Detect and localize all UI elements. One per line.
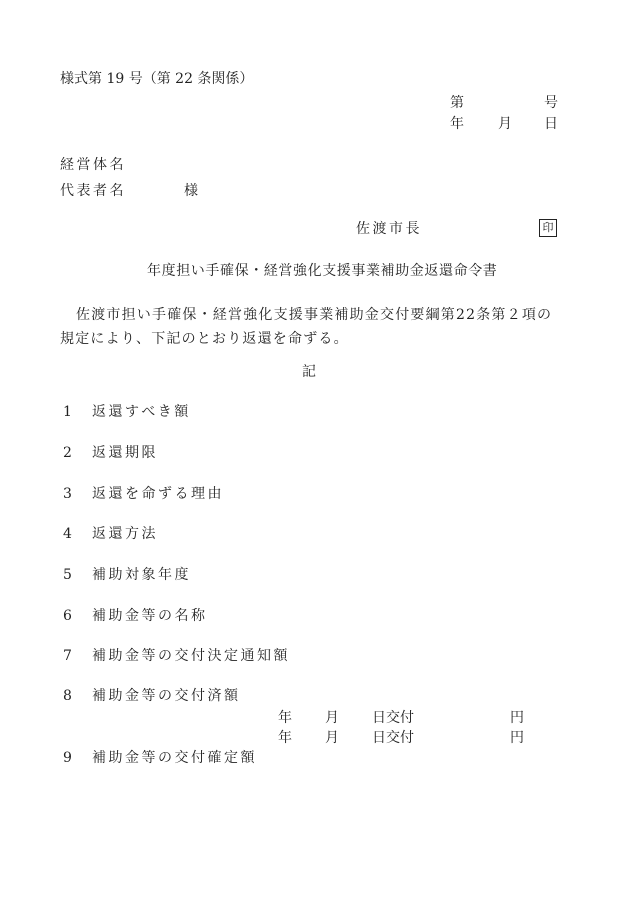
date-year: 年 [450, 116, 464, 132]
payment-month: 月 [325, 710, 339, 726]
item-number: 2 [63, 445, 72, 461]
doc-number-suffix: 号 [544, 95, 558, 111]
seal-mark: 印 [539, 219, 557, 237]
item-label: 返還を命ずる理由 [92, 486, 224, 502]
document-title: 年度担い手確保・経営強化支援事業補助金返還命令書 [147, 263, 498, 279]
item-number: 3 [63, 486, 72, 502]
date-day: 日 [544, 116, 558, 132]
item-number: 5 [63, 567, 72, 583]
item-number: 9 [63, 750, 72, 766]
payment-yen: 円 [510, 730, 524, 746]
doc-number-prefix: 第 [450, 95, 464, 111]
form-number: 様式第 19 号（第 22 条関係） [60, 71, 254, 87]
payment-day-issued: 日交付 [372, 730, 414, 746]
payment-day-issued: 日交付 [372, 710, 414, 726]
item-label: 返還方法 [92, 526, 158, 542]
ki-heading: 記 [302, 364, 316, 380]
item-number: 7 [63, 648, 72, 664]
item-label: 補助金等の交付確定額 [92, 750, 257, 766]
payment-yen: 円 [510, 710, 524, 726]
item-label: 返還期限 [92, 445, 158, 461]
body-text: 佐渡市担い手確保・経営強化支援事業補助金交付要綱第22条第２項の規定により、下記のとおり返還を命ずる。 [60, 307, 553, 347]
issuer-name: 佐渡市長 [356, 221, 422, 237]
item-number: 1 [63, 404, 72, 420]
payment-month: 月 [325, 730, 339, 746]
item-label: 補助金等の名称 [92, 608, 208, 624]
item-label: 返還すべき額 [92, 404, 191, 420]
item-label: 補助金等の交付済額 [92, 688, 241, 704]
honorific: 様 [184, 183, 198, 199]
representative-label: 代表者名 [60, 183, 126, 199]
entity-name-label: 経営体名 [60, 157, 126, 173]
item-label: 補助金等の交付決定通知額 [92, 648, 290, 664]
item-label: 補助対象年度 [92, 567, 191, 583]
item-number: 4 [63, 526, 72, 542]
item-number: 8 [63, 688, 72, 704]
item-number: 6 [63, 608, 72, 624]
payment-year: 年 [278, 710, 292, 726]
date-month: 月 [498, 116, 512, 132]
payment-year: 年 [278, 730, 292, 746]
